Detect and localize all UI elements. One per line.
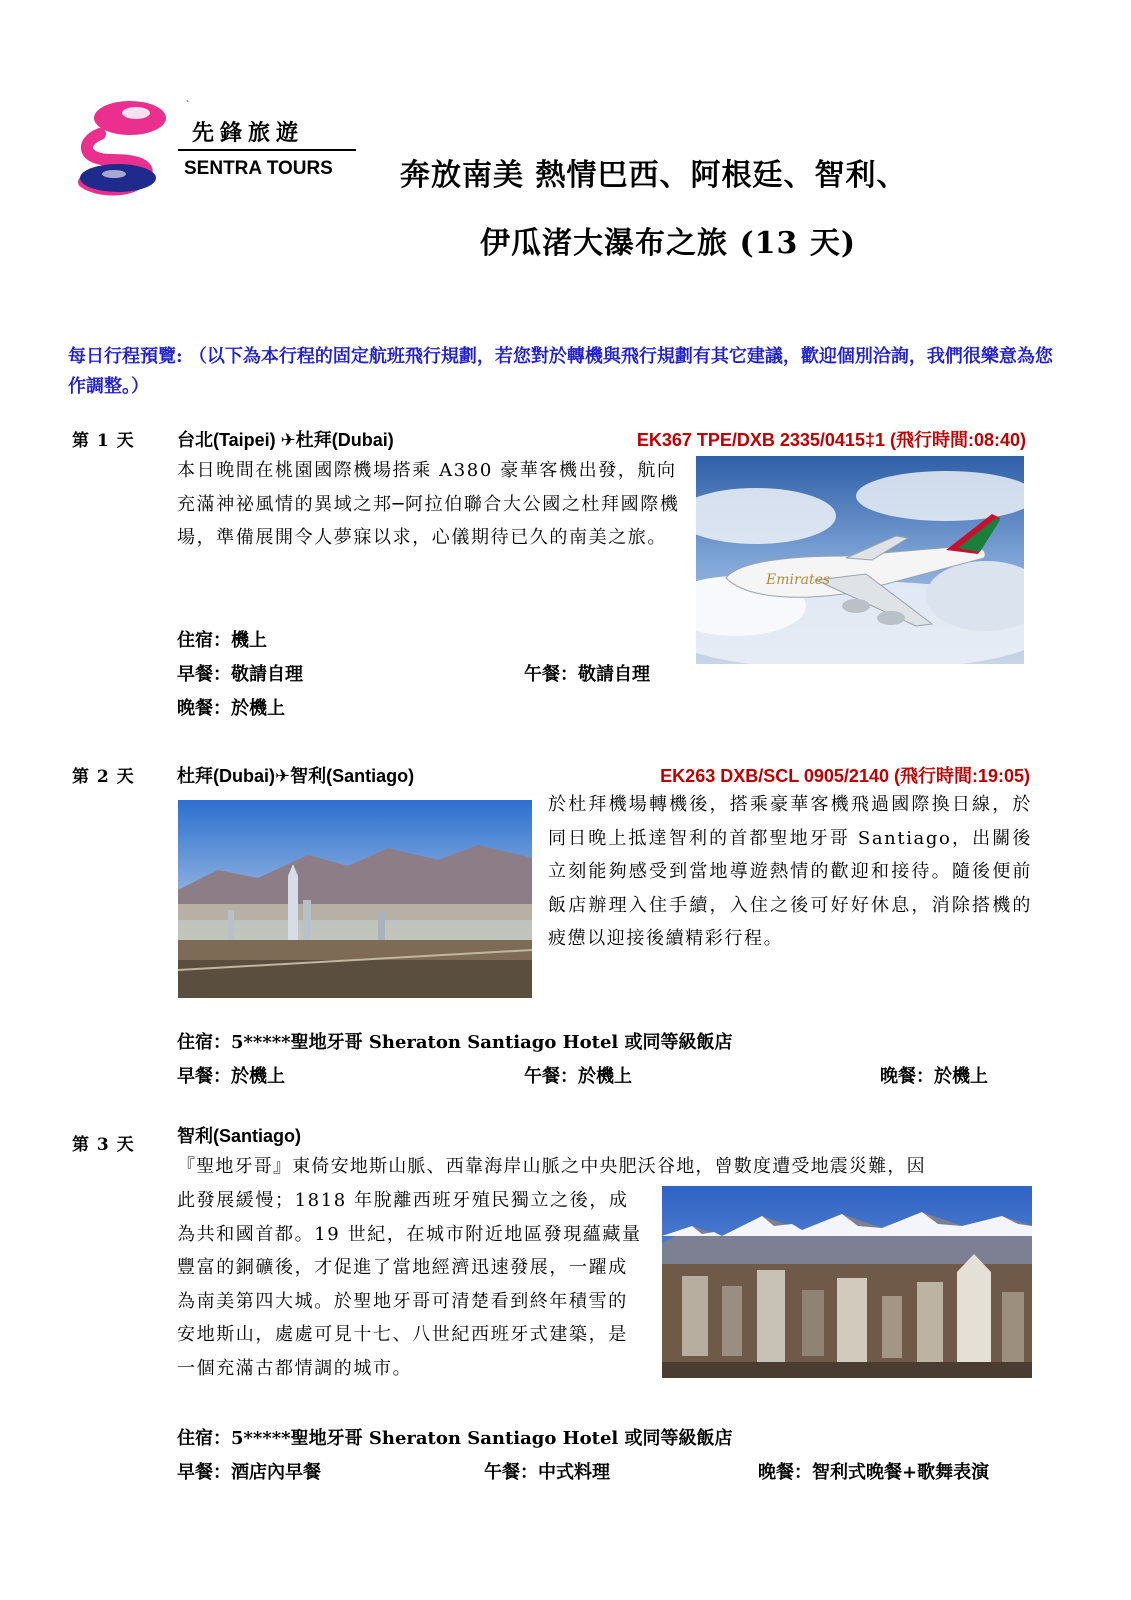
day-2-label: 第 2 天 bbox=[72, 767, 135, 787]
day-1-breakfast: 早餐：敬請自理 bbox=[177, 664, 303, 685]
logo-divider bbox=[178, 149, 356, 151]
day-3-description: 此發展緩慢；1818 年脫離西班牙殖民獨立之後，成為共和國首都。19 世紀，在城市附近地區發現蘊藏量豐富的銅礦後，才促進了當地經濟迅速發展，一躍成為南美第四大城。於聖地牙哥可清楚看到終年積雪的安地斯山，處處可見十七、八世紀西班牙式建築，是一個充滿古都情調的城市。 bbox=[177, 1190, 642, 1379]
day-2-route: 杜拜(Dubai)✈智利(Santiago) bbox=[177, 766, 415, 786]
day-2-dinner: 晚餐：於機上 bbox=[880, 1066, 988, 1087]
day-3-hotel: 住宿：5*****聖地牙哥 Sheraton Santiago Hotel 或同等級飯店 bbox=[177, 1428, 733, 1449]
day-3-description-line1: 『聖地牙哥』東倚安地斯山脈、西靠海岸山脈之中央肥沃谷地，曾數度遭受地震災難，因 bbox=[177, 1156, 926, 1177]
day-3-lunch: 午餐：中式料理 bbox=[484, 1462, 610, 1483]
brand-name-cn: 先鋒旅遊 bbox=[192, 120, 305, 146]
tour-title-line1: 奔放南美 熱情巴西、阿根廷、智利、 bbox=[400, 158, 908, 193]
brand-name-en: SENTRA TOURS bbox=[184, 158, 333, 179]
day-2-flight: EK263 DXB/SCL 0905/2140 (飛行時間:19:05) bbox=[660, 766, 1030, 786]
sentra-logo-icon bbox=[72, 98, 172, 198]
logo-tick-mark: ` bbox=[186, 100, 190, 111]
day-1-route: 台北(Taipei) ✈杜拜(Dubai) bbox=[177, 430, 394, 450]
svg-text:Emirates: Emirates bbox=[766, 572, 831, 588]
day-3-route: 智利(Santiago) bbox=[177, 1126, 301, 1146]
day-1-label: 第 1 天 bbox=[72, 431, 135, 451]
day-2-breakfast: 早餐：於機上 bbox=[177, 1066, 285, 1087]
day-3-breakfast: 早餐：酒店內早餐 bbox=[177, 1462, 321, 1483]
andes-city-image bbox=[662, 1186, 1032, 1378]
tour-title-line2: 伊瓜渚大瀑布之旅 (13 天) bbox=[480, 226, 857, 261]
day-2-description: 於杜拜機場轉機後，搭乘豪華客機飛過國際換日線，於同日晚上抵達智利的首都聖地牙哥 Santiago，出關後立刻能夠感受到當地導遊熱情的歡迎和接待。隨後便前飯店辦理入住手續，入住之後可好好休息，消除搭機的疲憊以迎接後續精彩行程。 bbox=[548, 794, 1032, 950]
day-3-dinner: 晚餐：智利式晚餐+歌舞表演 bbox=[758, 1462, 990, 1483]
day-1-lunch: 午餐：敬請自理 bbox=[524, 664, 650, 685]
day-3-label: 第 3 天 bbox=[72, 1135, 135, 1155]
santiago-skyline-image bbox=[178, 800, 532, 998]
day-1-flight: EK367 TPE/DXB 2335/0415‡1 (飛行時間:08:40) bbox=[636, 430, 1026, 450]
day-1-hotel: 住宿：機上 bbox=[177, 630, 267, 651]
day-1-description: 本日晚間在桃園國際機場搭乘 A380 豪華客機出發，航向充滿神祕風情的異域之邦─阿拉伯聯合大公國之杜拜國際機場，準備展開令人夢寐以求，心儀期待已久的南美之旅。 bbox=[177, 460, 680, 549]
day-2-lunch: 午餐：於機上 bbox=[524, 1066, 632, 1087]
day-2-hotel: 住宿：5*****聖地牙哥 Sheraton Santiago Hotel 或同等級飯店 bbox=[177, 1032, 733, 1053]
day-1-dinner: 晚餐：於機上 bbox=[177, 698, 285, 719]
itinerary-intro: 每日行程預覽: （以下為本行程的固定航班飛行規劃，若您對於轉機與飛行規劃有其它建議，歡迎個別洽詢，我們很樂意為您作調整。） bbox=[68, 346, 1053, 397]
emirates-airplane-image bbox=[696, 456, 1024, 664]
